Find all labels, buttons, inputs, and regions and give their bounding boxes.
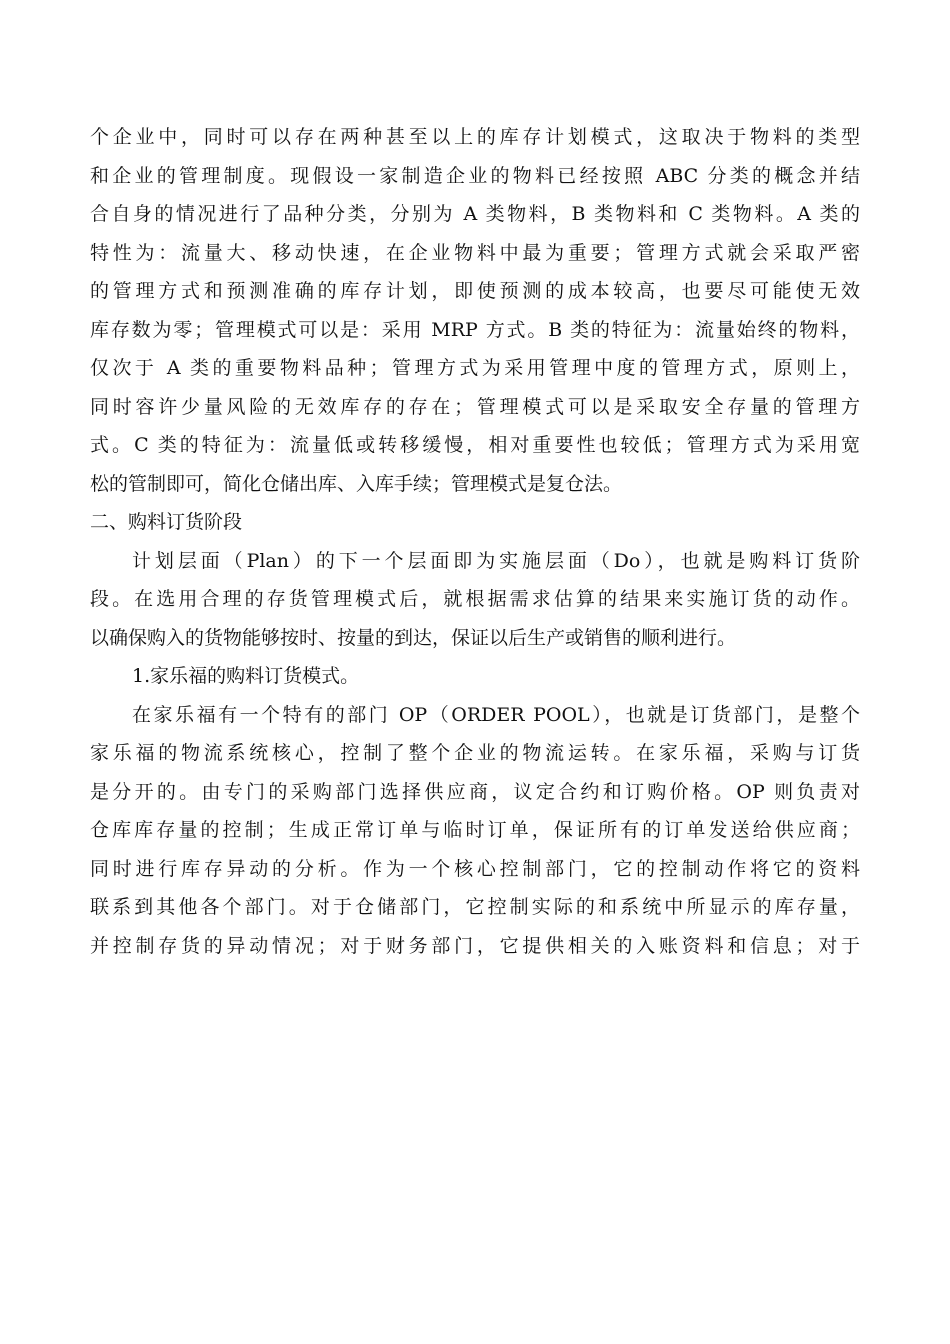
text-line: 个企业中，同时可以存在两种甚至以上的库存计划模式，这取决于物料的类型 — [90, 126, 860, 148]
text-line: 段。在选用合理的存货管理模式后，就根据需求估算的结果来实施订货的动作。 — [90, 588, 860, 610]
text-line: 仅次于 A 类的重要物料品种；管理方式为采用管理中度的管理方式，原则上， — [90, 357, 860, 379]
text-line: 并控制存货的异动情况；对于财务部门，它提供相关的入账资料和信息；对于 — [90, 934, 860, 957]
text-line: 是分开的。由专门的采购部门选择供应商，议定合约和订购价格。OP 则负责对 — [90, 780, 860, 803]
text-line: 的管理方式和预测准确的库存计划，即使预测的成本较高，也要尽可能使无效 — [90, 280, 860, 302]
text-line: 特性为：流量大、移动快速，在企业物料中最为重要；管理方式就会采取严密 — [90, 241, 860, 264]
text-line: 以确保购入的货物能够按时、按量的到达，保证以后生产或销售的顺利进行。 — [90, 626, 737, 649]
text-line: 1.家乐福的购料订货模式。 — [132, 665, 360, 687]
text-line: 二、购料订货阶段 — [90, 511, 243, 533]
text-line: 同时进行库存异动的分析。作为一个核心控制部门，它的控制动作将它的资料 — [90, 857, 860, 880]
text-line: 松的管制即可，简化仓储出库、入库手续；管理模式是复仓法。 — [90, 472, 623, 495]
text-line: 同时容许少量风险的无效库存的存在；管理模式可以是采取安全存量的管理方 — [90, 395, 860, 418]
text-line: 和企业的管理制度。现假设一家制造企业的物料已经按照 ABC 分类的概念并结 — [90, 164, 860, 187]
document-body — [90, 118, 860, 965]
text-line: 家乐福的物流系统核心，控制了整个企业的物流运转。在家乐福，采购与订货 — [90, 742, 860, 764]
text-line: 合自身的情况进行了品种分类，分别为 A 类物料，B 类物料和 C 类物料。A 类的 — [90, 203, 860, 225]
text-line: 在家乐福有一个特有的部门 OP（ORDER POOL），也就是订货部门，是整个 — [132, 703, 860, 726]
text-line: 式。C 类的特征为：流量低或转移缓慢，相对重要性也较低；管理方式为采用宽 — [90, 434, 860, 456]
text-line: 库存数为零；管理模式可以是：采用 MRP 方式。B 类的特征为：流量始终的物料， — [90, 318, 860, 341]
text-line: 联系到其他各个部门。对于仓储部门，它控制实际的和系统中所显示的库存量， — [90, 896, 860, 918]
text-line: 仓库库存量的控制；生成正常订单与临时订单，保证所有的订单发送给供应商； — [90, 819, 860, 841]
text-line: 计划层面（Plan）的下一个层面即为实施层面（Do），也就是购料订货阶 — [132, 549, 860, 572]
